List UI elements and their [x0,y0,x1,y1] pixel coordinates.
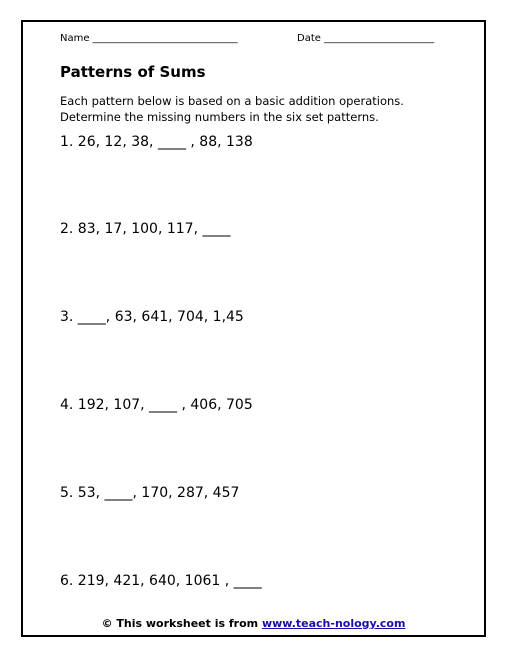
date-field-line: Date ______________________ [297,33,435,44]
worksheet-title: Patterns of Sums [60,63,206,81]
instructions-line-1: Each pattern below is based on a basic addition operations. [60,94,404,108]
problem-1: 1. 26, 12, 38, ____ , 88, 138 [60,134,253,150]
name-field-line: Name _____________________________ [60,33,238,44]
problem-3: 3. ____, 63, 641, 704, 1,45 [60,309,244,325]
worksheet-page [21,20,486,637]
teach-nology-link[interactable]: www.teach-nology.com [261,617,406,630]
footer-credit [23,617,484,631]
problem-4: 4. 192, 107, ____ , 406, 705 [60,397,253,413]
problem-5: 5. 53, ____, 170, 287, 457 [60,485,240,501]
instructions-line-2: Determine the missing numbers in the six set patterns. [60,110,379,124]
problem-6: 6. 219, 421, 640, 1061 , ____ [60,573,262,589]
instructions [60,93,480,125]
footer-prefix: © This worksheet is from [101,617,262,630]
problem-2: 2. 83, 17, 100, 117, ____ [60,221,231,237]
